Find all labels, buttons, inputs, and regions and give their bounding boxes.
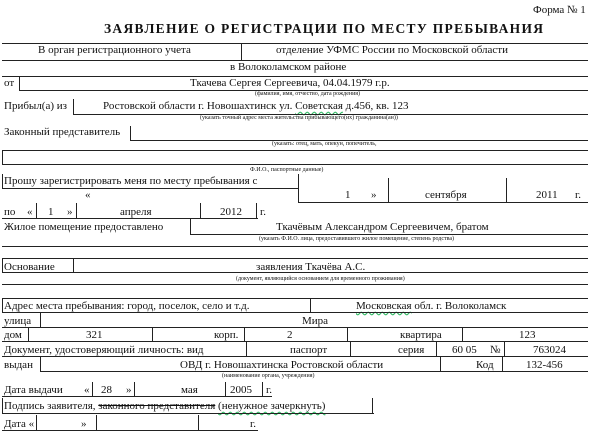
divider <box>76 203 77 218</box>
divider <box>152 327 153 341</box>
flat-value: 123 <box>519 329 536 341</box>
authority-label: В орган регистрационного учета <box>38 44 191 56</box>
rule <box>2 284 588 285</box>
divider <box>40 357 41 371</box>
legal-rep-hint1: (указать: отец, мать, опекун, попечитель, <box>272 141 377 147</box>
rule <box>2 298 588 299</box>
issue-date-year-suffix: г. <box>266 384 273 396</box>
code-value: 132-456 <box>526 359 563 371</box>
issue-date-close-quote: » <box>126 384 132 396</box>
until-day: 1 <box>48 206 54 218</box>
signature-line: Подпись заявителя, законного представителя (ненужное зачеркнуть) <box>4 400 326 412</box>
form-number: Форма № 1 <box>533 4 586 16</box>
request-year-suffix: г. <box>575 189 582 201</box>
housing-hint: (указать Ф.И.О. лица, предоставившего жилое помещение, степень родства) <box>259 236 455 242</box>
issue-date-open-quote: « <box>84 384 90 396</box>
divider <box>440 357 441 371</box>
issued-value: ОВД г. Новошахтинска Ростовской области <box>180 359 384 371</box>
legal-rep-hint2: Ф.И.О., паспортные данные) <box>250 167 324 173</box>
divider <box>310 298 311 312</box>
divider <box>506 178 507 202</box>
divider <box>244 327 245 341</box>
issue-date-label: Дата выдачи <box>4 384 63 396</box>
request-label: Прошу зарегистрировать меня по месту пребывания с <box>4 175 258 187</box>
divider <box>40 313 41 327</box>
until-label: по <box>4 206 16 218</box>
divider <box>350 342 351 356</box>
issued-hint: (наименование органа, учреждения) <box>222 373 315 379</box>
divider <box>504 342 505 356</box>
number-label: № <box>490 344 501 356</box>
flat-label: квартира <box>400 329 442 341</box>
divider <box>225 382 226 396</box>
request-month: сентября <box>425 189 467 201</box>
from-value: Ткачева Сергея Сергеевича, 04.04.1979 г.р. <box>190 77 390 89</box>
house-value: 321 <box>86 329 103 341</box>
from-label: от <box>4 77 15 89</box>
rule <box>2 246 588 247</box>
divider <box>36 203 37 218</box>
divider <box>347 327 348 341</box>
divider <box>462 327 463 341</box>
divider <box>28 327 29 341</box>
stay-address-value: Московская обл. г. Волоколамск <box>356 300 507 312</box>
basis-label: Основание <box>4 261 55 273</box>
street-label: улица <box>4 315 32 327</box>
rule <box>40 371 588 372</box>
divider <box>190 219 191 234</box>
issue-date-month: мая <box>181 384 198 396</box>
divider <box>73 258 74 272</box>
housing-value: Ткачёвым Александром Сергеевичем, братом <box>276 221 489 233</box>
arrived-label: Прибыл(а) из <box>4 100 67 112</box>
divider <box>36 415 37 430</box>
until-month: апреля <box>120 206 152 218</box>
date-row-label: Дата « <box>4 418 35 430</box>
divider <box>2 258 3 272</box>
corp-label: корп. <box>214 329 239 341</box>
divider <box>2 298 3 312</box>
divider <box>436 342 437 356</box>
code-label: Код <box>476 359 494 371</box>
rule <box>2 430 258 431</box>
arrived-value: Ростовской области г. Новошахтинск ул. Советская д.456, кв. 123 <box>103 100 409 112</box>
divider <box>2 398 3 413</box>
arrived-hint: (указать точный адрес места жительства прибывающего(их) гражданина(ан)) <box>200 115 398 121</box>
authority-value-line1: отделение УФМС России по Московской области <box>276 44 508 56</box>
request-year: 2011 <box>536 189 558 201</box>
divider <box>372 398 373 413</box>
divider <box>134 382 135 396</box>
housing-label: Жилое помещение предоставлено <box>4 221 164 233</box>
basis-value: заявления Ткачёва А.С. <box>256 261 366 273</box>
house-label: дом <box>4 329 22 341</box>
issued-label: выдан <box>4 359 33 371</box>
rule <box>2 312 588 313</box>
basis-hint: (документ, являющийся основанием для временного проживания) <box>236 276 405 282</box>
rule <box>2 150 588 151</box>
divider <box>19 76 20 90</box>
date-row-year-suffix: г. <box>250 418 257 430</box>
legal-rep-label: Законный представитель <box>4 126 121 138</box>
divider <box>96 415 97 430</box>
rule <box>2 258 588 259</box>
form-title: ЗАЯВЛЕНИЕ О РЕГИСТРАЦИИ ПО МЕСТУ ПРЕБЫВАНИЯ <box>104 21 545 36</box>
divider <box>198 415 199 430</box>
divider <box>241 43 242 60</box>
rule <box>298 202 588 203</box>
rule <box>2 164 588 165</box>
rule <box>2 413 374 414</box>
divider <box>298 174 299 202</box>
number-value: 763024 <box>533 344 566 356</box>
until-open-quote: « <box>27 206 33 218</box>
issue-date-day: 28 <box>101 384 112 396</box>
date-row-close-quote: » <box>81 418 87 430</box>
rule <box>2 327 588 328</box>
stay-address-label: Адрес места пребывания: город, поселок, село и т.д. <box>4 300 250 312</box>
divider <box>200 203 201 218</box>
rule <box>190 234 588 235</box>
until-close-quote: » <box>67 206 73 218</box>
divider <box>246 342 247 356</box>
divider <box>388 178 389 202</box>
divider <box>256 203 257 218</box>
document-type: паспорт <box>290 344 328 356</box>
street-value: Мира <box>302 315 329 327</box>
document-label: Документ, удостоверяющий личность: вид <box>4 344 204 356</box>
request-open-quote: « <box>85 189 91 201</box>
request-close-quote: » <box>371 189 377 201</box>
divider <box>262 382 263 396</box>
rule <box>2 218 258 219</box>
divider <box>2 150 3 164</box>
rule <box>2 396 272 397</box>
divider <box>130 126 131 140</box>
series-label: серия <box>398 344 425 356</box>
divider <box>92 382 93 396</box>
request-day: 1 <box>345 189 351 201</box>
series-value: 60 05 <box>452 344 477 356</box>
rule <box>2 188 298 189</box>
until-year-suffix: г. <box>260 206 267 218</box>
authority-value-line2: в Волоколамском районе <box>230 61 347 73</box>
divider <box>2 174 3 188</box>
from-hint: (фамилия, имя, отчество, дата рождения) <box>255 91 361 97</box>
rule <box>2 341 588 342</box>
corp-value: 2 <box>287 329 293 341</box>
rule <box>2 356 588 357</box>
divider <box>73 99 74 114</box>
issue-date-year: 2005 <box>230 384 252 396</box>
divider <box>502 357 503 371</box>
rule <box>2 272 588 273</box>
until-year: 2012 <box>220 206 242 218</box>
